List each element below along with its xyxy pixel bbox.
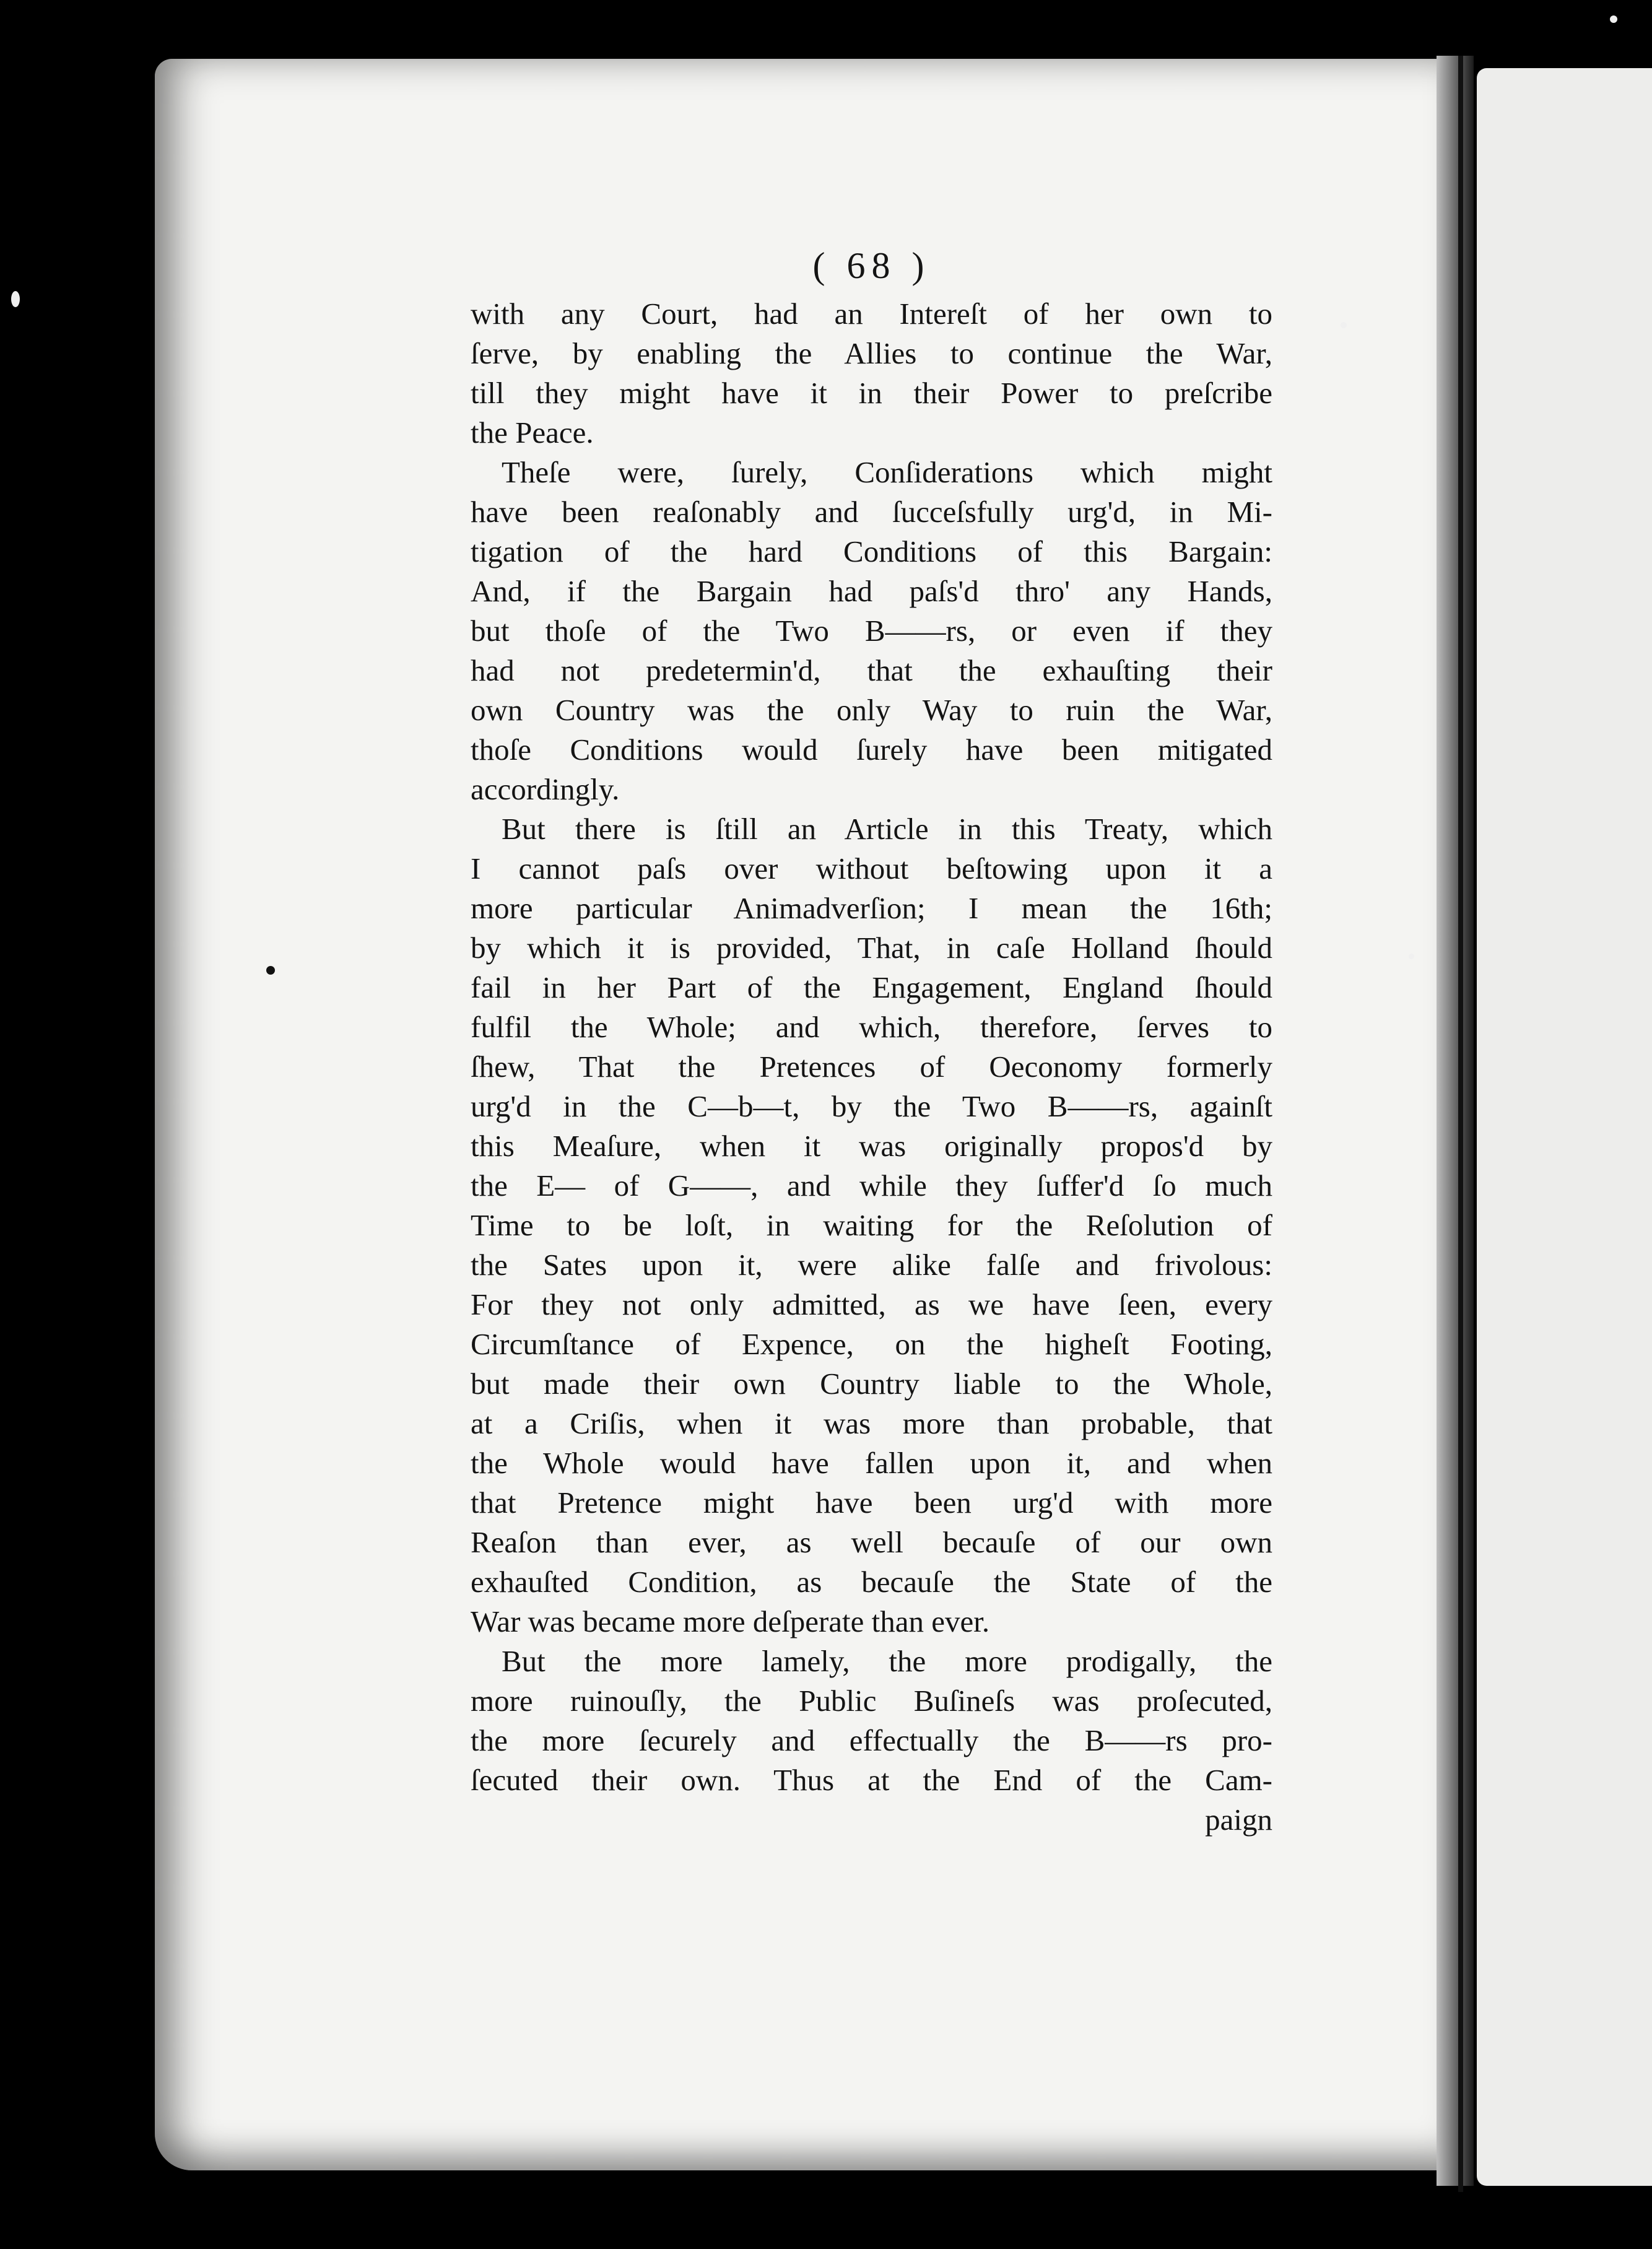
text-line: more ruinouſly, the Public Buſineſs was proſecuted, — [471, 1684, 1272, 1718]
text-line: with any Court, had an Intereſt of her own to — [471, 297, 1272, 331]
text-line: tigation of the hard Conditions of this Bargain: — [471, 534, 1272, 568]
text-line: this Meaſure, when it was originally propos'd by — [471, 1129, 1272, 1163]
page-number: ( 68 ) — [812, 245, 931, 286]
text-line: the Peace. — [471, 415, 594, 450]
text-line: that Pretence might have been urg'd with more — [471, 1486, 1272, 1520]
text-line: War was became more deſperate than ever. — [471, 1604, 990, 1638]
scan-speck — [1610, 15, 1617, 23]
text-line: but thoſe of the Two B——rs, or even if they — [471, 614, 1272, 648]
scan-speck — [11, 291, 20, 307]
text-line: But the more lamely, the more prodigally, the — [502, 1644, 1272, 1678]
text-line: more particular Animadverſion; I mean the 16th; — [471, 891, 1272, 925]
text-line: the more ſecurely and effectually the B——rs pro- — [471, 1723, 1272, 1757]
book-gutter — [1458, 56, 1463, 2192]
text-line: accordingly. — [471, 772, 620, 806]
text-line: had not predetermin'd, that the exhauſting their — [471, 653, 1272, 687]
text-line: ſerve, by enabling the Allies to continue the War, — [471, 336, 1272, 370]
text-line: thoſe Conditions would ſurely have been mitigated — [471, 733, 1272, 767]
text-line: own Country was the only Way to ruin the War, — [471, 693, 1272, 727]
text-line: I cannot paſs over without beſtowing upon it a — [471, 851, 1272, 885]
text-line: at a Criſis, when it was more than probable, that — [471, 1406, 1272, 1440]
text-line: till they might have it in their Power to preſcribe — [471, 376, 1272, 410]
catchword: paign — [1205, 1803, 1272, 1837]
scan-speck — [1341, 322, 1347, 328]
text-line: urg'd in the C—b—t, by the Two B——rs, againſt — [471, 1089, 1272, 1123]
text-line: Theſe were, ſurely, Conſiderations which might — [502, 455, 1272, 489]
text-line: the E— of G——, and while they ſuffer'd ſo much — [471, 1168, 1272, 1203]
text-line: Reaſon than ever, as well becauſe of our own — [471, 1525, 1272, 1559]
text-line: the Sates upon it, were alike falſe and frivolous: — [471, 1248, 1272, 1282]
text-line: fail in her Part of the Engagement, England ſhould — [471, 970, 1272, 1004]
page-edge-shadow — [1437, 56, 1474, 2186]
text-line: the Whole would have fallen upon it, and when — [471, 1446, 1272, 1480]
text-line: But there is ſtill an Article in this Treaty, which — [502, 812, 1272, 846]
text-line: fulfil the Whole; and which, therefore, ſerves to — [471, 1010, 1272, 1044]
scan-speck — [266, 966, 275, 975]
text-line: exhauſted Condition, as becauſe the State of the — [471, 1565, 1272, 1599]
text-line: but made their own Country liable to the Whole, — [471, 1367, 1272, 1401]
right-page-edge — [1477, 68, 1652, 2186]
text-line: For they not only admitted, as we have ſeen, every — [471, 1287, 1272, 1321]
text-line: ſhew, That the Pretences of Oeconomy formerly — [471, 1050, 1272, 1084]
text-line: Circumſtance of Expence, on the higheſt Footing, — [471, 1327, 1272, 1361]
text-line: by which it is provided, That, in caſe Holland ſhould — [471, 931, 1272, 965]
text-line: Time to be loſt, in waiting for the Reſolution of — [471, 1208, 1272, 1242]
scan-speck — [1409, 954, 1414, 959]
text-line: ſecuted their own. Thus at the End of the Cam- — [471, 1763, 1272, 1797]
text-line: And, if the Bargain had paſs'd thro' any Hands, — [471, 574, 1272, 608]
text-line: have been reaſonably and ſucceſsfully urg'd, in Mi- — [471, 495, 1272, 529]
